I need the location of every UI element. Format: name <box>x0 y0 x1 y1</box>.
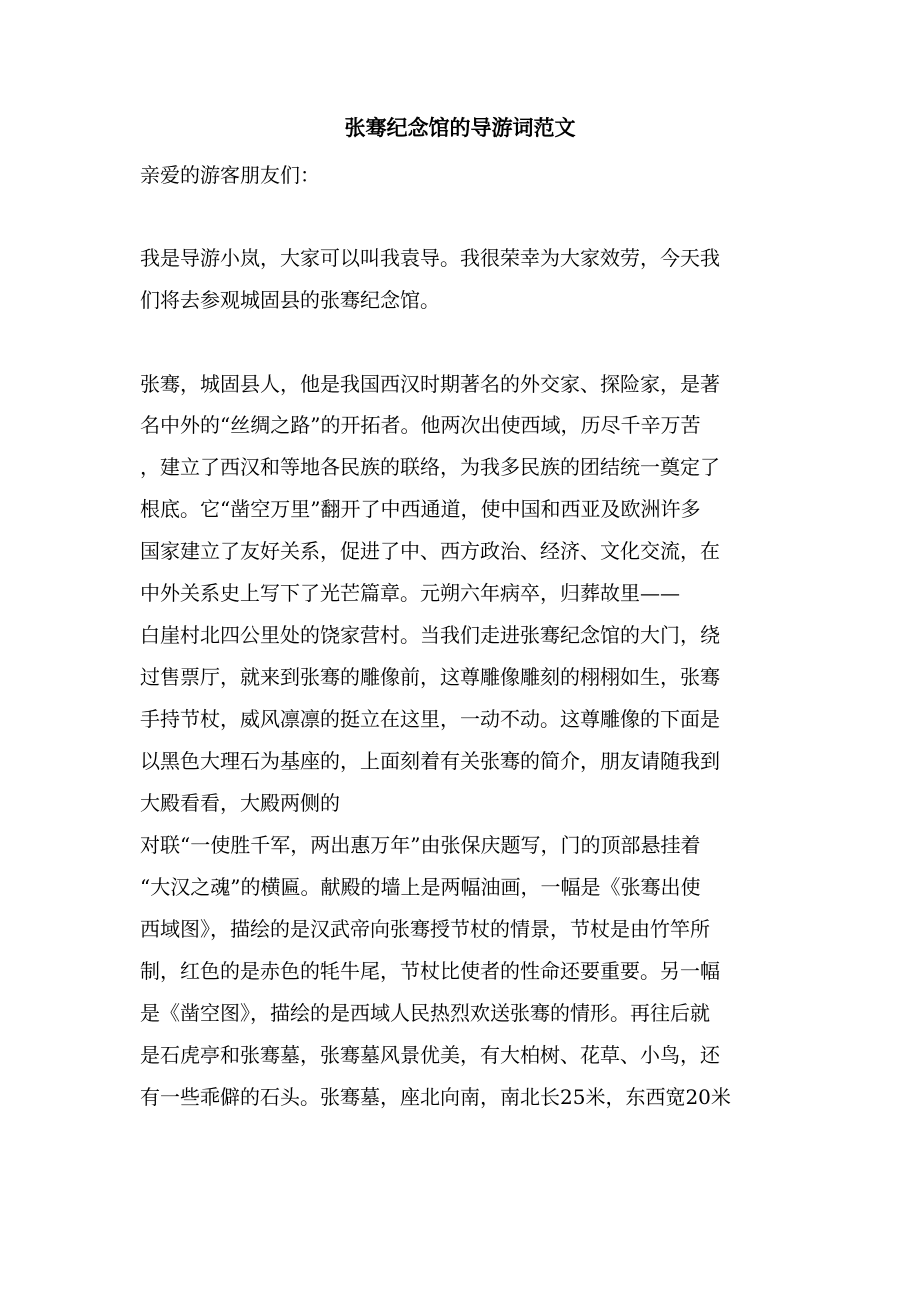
text-line: ，建立了西汉和等地各民族的联络，为我多民族的团结统一奠定了 <box>140 455 720 479</box>
text-line: 根底。它“凿空万里”翻开了中西通道，使中国和西亚及欧洲许多 <box>140 497 701 521</box>
text-line: 对联“一使胜千军，两出惠万年”由张保庆题写，门的顶部悬挂着 <box>140 833 701 857</box>
text-line: 亲爱的游客朋友们： <box>140 163 320 187</box>
text-line: 国家建立了友好关系，促进了中、西方政治、经济、文化交流，在 <box>140 539 720 563</box>
document-title: 张骞纪念馆的导游词范文 <box>344 115 576 140</box>
text-line: 名中外的“丝绸之路”的开拓者。他两次出使西域，历尽千辛万苦 <box>140 413 701 437</box>
text-line: 过售票厅，就来到张骞的雕像前，这尊雕像雕刻的栩栩如生，张骞 <box>140 665 720 689</box>
text-line: 以黑色大理石为基座的，上面刻着有关张骞的简介，朋友请随我到 <box>140 749 720 773</box>
text-line: “大汉之魂”的横匾。献殿的墙上是两幅油画，一幅是《张骞出使 <box>140 875 701 899</box>
text-line: 大殿看看，大殿两侧的 <box>140 791 340 815</box>
text-line: 手持节杖，威风凛凛的挺立在这里，一动不动。这尊雕像的下面是 <box>140 707 720 731</box>
text-line: 制，红色的是赤色的牦牛尾，节杖比使者的性命还要重要。另一幅 <box>140 959 720 983</box>
text-line: 西域图》，描绘的是汉武帝向张骞授节杖的情景，节杖是由竹竿所 <box>140 917 710 941</box>
text-line: 是石虎亭和张骞墓，张骞墓风景优美，有大柏树、花草、小鸟，还 <box>140 1043 720 1067</box>
text-line: 有一些乖僻的石头。张骞墓，座北向南，南北长25米，东西宽20米 <box>140 1085 731 1109</box>
text-line: 张骞，城固县人，他是我国西汉时期著名的外交家、探险家，是著 <box>140 372 720 396</box>
text-line: 我是导游小岚，大家可以叫我袁导。我很荣幸为大家效劳，今天我 <box>140 246 720 270</box>
text-line: 白崖村北四公里处的饶家营村。当我们走进张骞纪念馆的大门，绕 <box>140 623 720 647</box>
text-line: 是《凿空图》，描绘的是西域人民热烈欢送张骞的情形。再往后就 <box>140 1001 710 1025</box>
text-line: 们将去参观城固县的张骞纪念馆。 <box>140 288 440 312</box>
text-line: 中外关系史上写下了光芒篇章。元朔六年病卒，归葬故里—— <box>140 581 680 605</box>
